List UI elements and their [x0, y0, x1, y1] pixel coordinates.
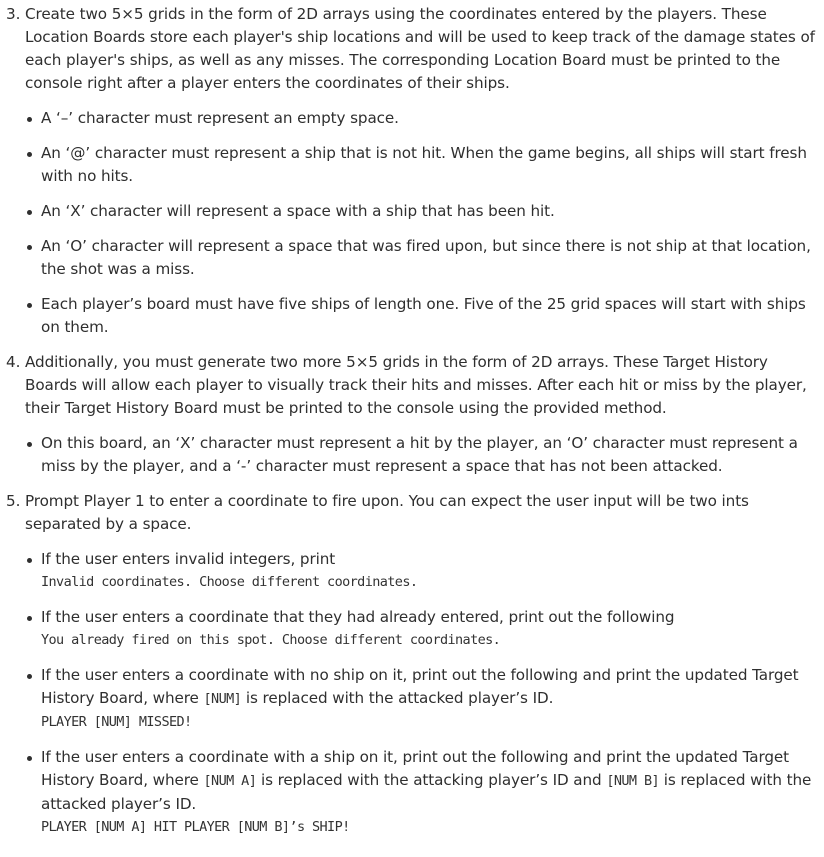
console-output-example: Invalid coordinates. Choose different coordinates.	[41, 574, 418, 590]
bullet-item	[25, 200, 818, 223]
console-output-example: You already fired on this spot. Choose different coordinates.	[41, 632, 501, 648]
numbered-instructions-list	[6, 3, 818, 839]
bullet-item	[25, 664, 818, 734]
step-text: Prompt Player 1 to enter a coordinate to fire upon. You can expect the user input will be two ints separated by a space.	[25, 492, 749, 533]
step-text: Additionally, you must generate two more 5×5 grids in the form of 2D arrays. These Target History Boards will allow each player to visually track their hits and misses. After each hit or miss by the player, their Target History Board must be printed to the console using the provided method.	[25, 353, 807, 417]
instruction-step	[6, 351, 818, 478]
bullet-text: If the user enters a coordinate that they had already entered, print out the following	[41, 608, 675, 626]
console-output-example: PLAYER [NUM] MISSED!	[41, 714, 192, 730]
sub-bullet-list	[25, 432, 818, 478]
bullet-text: If the user enters a coordinate with no ship on it, print out the following and print the updated Target History Board, where	[41, 666, 799, 707]
inline-code: [NUM A]	[203, 773, 257, 789]
bullet-item	[25, 746, 818, 839]
instruction-step	[6, 490, 818, 839]
bullet-text: A ‘–’ character must represent an empty space.	[41, 109, 399, 127]
step-number: 4.	[6, 353, 21, 371]
step-number: 3.	[6, 5, 21, 23]
bullet-text: Each player’s board must have five ships of length one. Five of the 25 grid spaces will start with ships on them.	[41, 295, 806, 336]
bullet-item	[25, 235, 818, 281]
bullet-text: If the user enters a coordinate with a ship on it, print out the following and print the updated Target History Board, where	[41, 748, 789, 789]
bullet-text: An ‘O’ character will represent a space that was fired upon, but since there is not ship at that location, the shot was a miss.	[41, 237, 811, 278]
bullet-item	[25, 548, 818, 594]
bullet-text: An ‘@’ character must represent a ship that is not hit. When the game begins, all ships will start fresh with no hits.	[41, 144, 807, 185]
console-output-example: PLAYER [NUM A] HIT PLAYER [NUM B]’s SHIP!	[41, 819, 350, 835]
bullet-item	[25, 293, 818, 339]
inline-code: [NUM B]	[606, 773, 660, 789]
step-text: Create two 5×5 grids in the form of 2D arrays using the coordinates entered by the players. These Location Boards store each player's ship locations and will be used to keep track of the damage states of each player's ships, as well as any misses. The corresponding Location Board must be printed to the console right after a player enters the coordinates of their ships.	[25, 5, 815, 92]
bullet-item	[25, 107, 818, 130]
sub-bullet-list	[25, 107, 818, 339]
bullet-item	[25, 606, 818, 652]
bullet-text: is replaced with the attacked player’s ID.	[241, 689, 554, 707]
step-number: 5.	[6, 492, 21, 510]
bullet-text: On this board, an ‘X’ character must represent a hit by the player, an ‘O’ character must represent a miss by the player, and a ‘-’ character must represent a space that has not been attacked.	[41, 434, 798, 475]
bullet-text: is replaced with the attacked player’s ID.	[41, 771, 812, 813]
bullet-text: If the user enters invalid integers, print	[41, 550, 336, 568]
inline-code: [NUM]	[203, 691, 242, 707]
instruction-step	[6, 3, 818, 339]
bullet-text: is replaced with the attacking player’s ID and	[256, 771, 607, 789]
sub-bullet-list	[25, 548, 818, 839]
bullet-text: An ‘X’ character will represent a space with a ship that has been hit.	[41, 202, 555, 220]
bullet-item	[25, 432, 818, 478]
bullet-item	[25, 142, 818, 188]
